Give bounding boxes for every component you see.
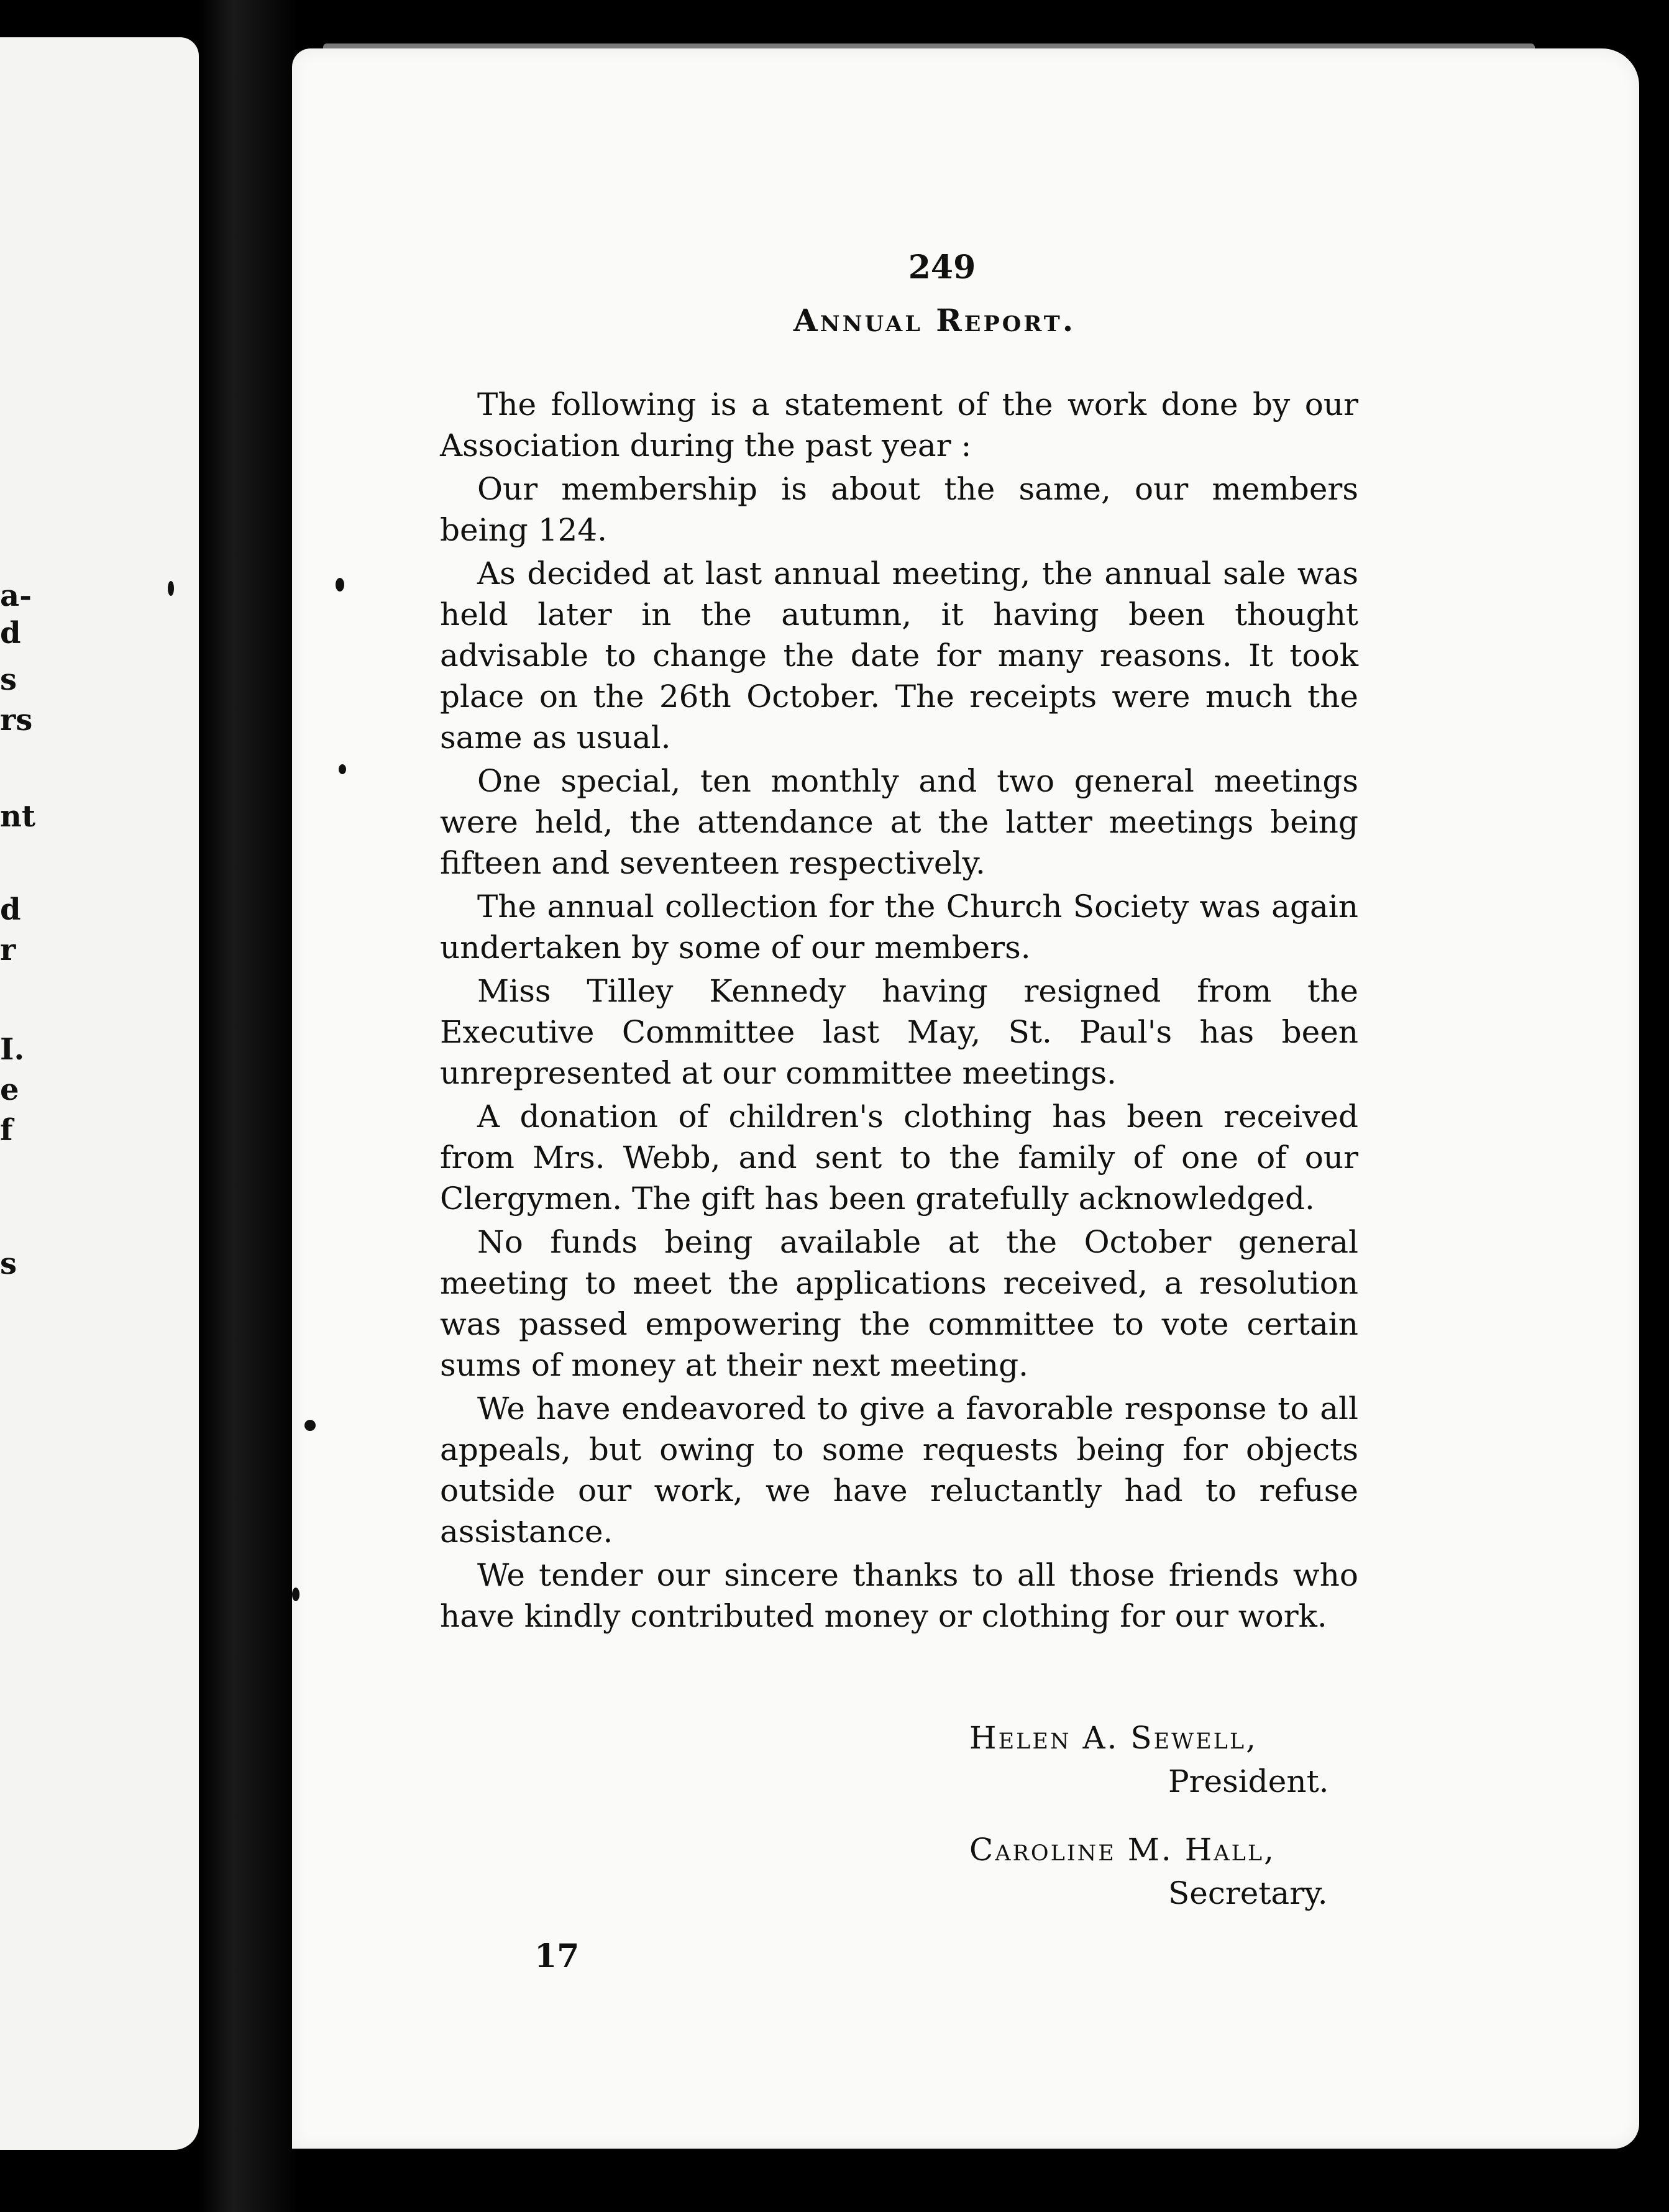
paragraph: We have endeavored to give a favorable response to all appeals, but owing to some requests being for objects outside our work, we have reluctantly had to refuse assistance. [440, 1391, 1358, 1550]
left-page [0, 37, 199, 2150]
left-page-fragment: f [0, 1113, 13, 1148]
ink-speck [168, 581, 174, 596]
president-title: President. [1168, 1763, 1329, 1799]
page-number: 249 [908, 249, 976, 286]
left-page-fragment: nt [0, 799, 36, 834]
left-page-fragment: r [0, 933, 16, 967]
secretary-name: Caroline M. Hall, [969, 1832, 1276, 1868]
paragraph: As decided at last annual meeting, the annual sale was held later in the autumn, it having been thought advisable to change the date for many reasons. It took place on the 26th October. The receipts were much the same as usual. [440, 555, 1358, 756]
left-page-fragment: s [0, 1246, 17, 1281]
paragraph: A donation of children's clothing has been received from Mrs. Webb, and sent to the family of one of our Clergymen. The gift has been gratefully acknowledged. [440, 1099, 1358, 1217]
left-page-fragment: I. [0, 1032, 25, 1067]
ink-speck [339, 764, 346, 774]
paragraph: No funds being available at the October general meeting to meet the applications received, a resolution was passed empowering the committee to vote certain sums of money at their next meeting. [440, 1224, 1358, 1383]
secretary-title: Secretary. [1168, 1875, 1328, 1911]
left-page-fragment: a- [0, 578, 32, 613]
report-page [292, 48, 1639, 2149]
left-page-fragment: e [0, 1072, 19, 1107]
ink-speck [292, 1588, 300, 1601]
paragraph: We tender our sincere thanks to all those friends who have kindly contributed money or clothing for our work. [440, 1557, 1358, 1634]
left-page-fragment: d [0, 892, 21, 927]
ink-speck [336, 578, 344, 592]
left-page-fragment: s [0, 662, 17, 697]
paragraph: Miss Tilley Kennedy having resigned from the Executive Committee last May, St. Paul's has been unrepresented at our committee meetings. [440, 973, 1358, 1091]
paragraph: The annual collection for the Church Society was again undertaken by some of our members. [440, 889, 1358, 966]
ink-speck [304, 1420, 316, 1431]
left-page-fragment: d [0, 616, 21, 651]
report-body [440, 384, 1358, 1639]
left-page-fragment: rs [0, 703, 33, 738]
signature-mark: 17 [534, 1937, 580, 1975]
paragraph: Our membership is about the same, our members being 124. [440, 471, 1358, 548]
paragraph: One special, ten monthly and two general meetings were held, the attendance at the latter meetings being fifteen and seventeen respectively. [440, 763, 1358, 881]
paragraph: The following is a statement of the work done by our Association during the past year : [440, 386, 1358, 464]
president-name: Helen A. Sewell, [969, 1720, 1258, 1756]
page-heading: Annual Report. [793, 302, 1076, 339]
